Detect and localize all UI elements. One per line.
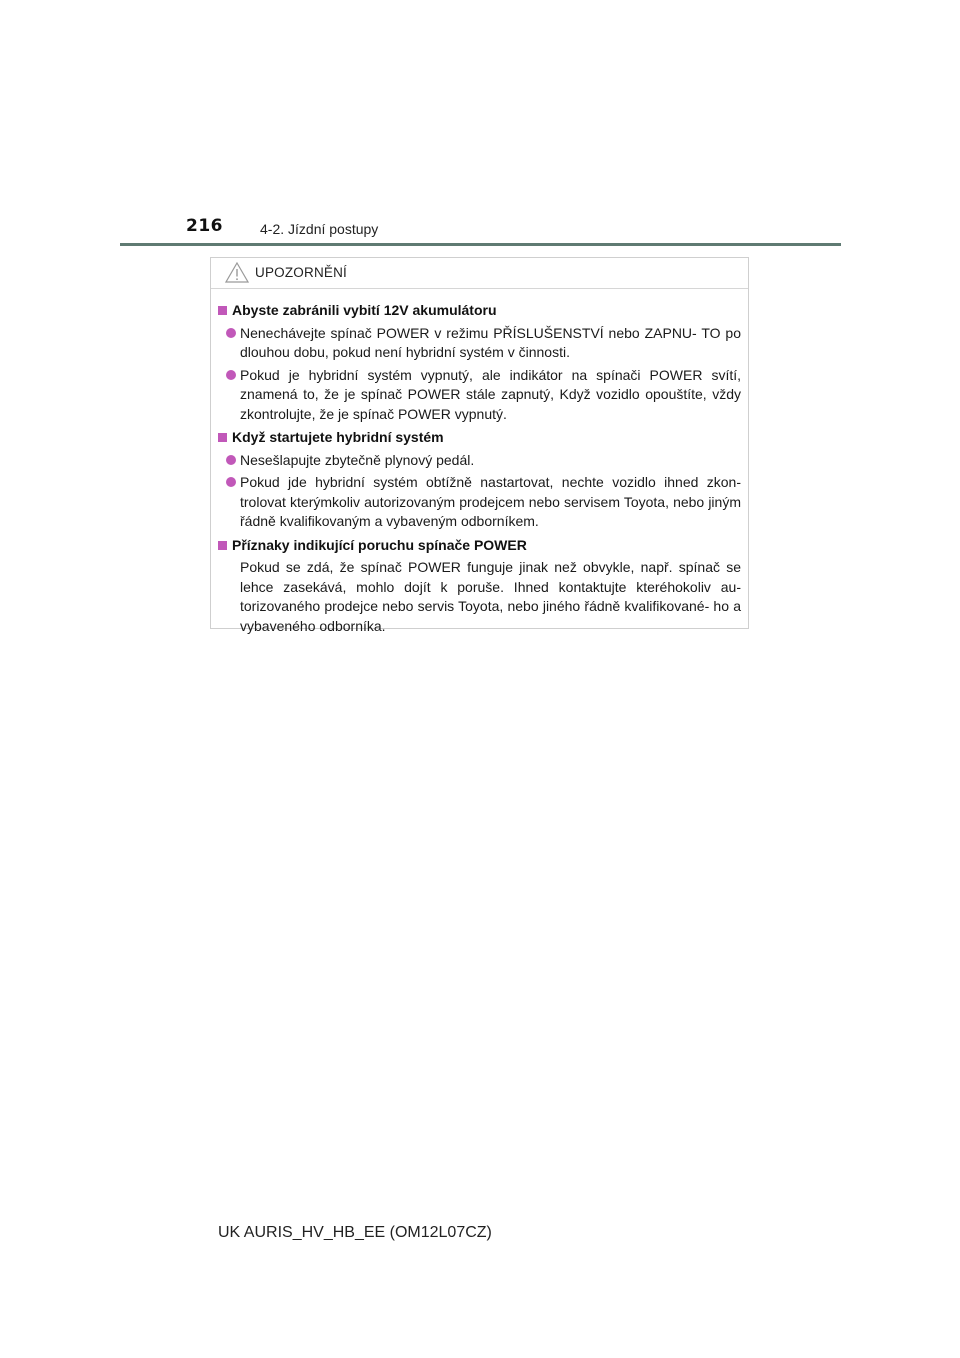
list-item — [226, 473, 741, 532]
warning-section-battery — [218, 301, 741, 424]
warning-label: UPOZORNĚNÍ — [255, 265, 348, 280]
circle-bullet-icon — [226, 477, 236, 487]
page-number: 216 — [186, 216, 223, 236]
square-bullet-icon — [218, 306, 227, 315]
circle-bullet-icon — [226, 328, 236, 338]
section-title: 4-2. Jízdní postupy — [260, 221, 379, 237]
section-heading — [218, 428, 741, 448]
section-heading-text: Příznaky indikující poruchu spínače POWER — [232, 536, 527, 553]
list-item-text: Nesešlapujte zbytečně plynový pedál. — [240, 451, 475, 468]
square-bullet-icon — [218, 433, 227, 442]
square-bullet-icon — [218, 541, 227, 550]
header-rule — [120, 243, 841, 246]
section-heading — [218, 536, 741, 556]
warning-section-starting — [218, 428, 741, 532]
list-item — [226, 366, 741, 425]
section-heading-text: Abyste zabránili vybití 12V akumulátoru — [232, 302, 497, 318]
list-item-text: Pokud jde hybridní systém obtížně nastartovat, nechte vozidlo ihned zkon- trolovat kterýmkoliv autorizovaným prodejcem nebo servisem Toyota, nebo jiným řádně kvalifikovaným a vybaveným odborníkem. — [240, 474, 741, 529]
section-paragraph: Pokud se zdá, že spínač POWER funguje jinak než obvykle, např. spínač se lehce zasekává, mohlo dojít k poruše. Ihned kontaktujte kteréhokoliv au- torizovaného prodejce nebo servis Toyota, nebo jiného řádně kvalifikované- ho a vybaveného odborníka. — [240, 559, 741, 634]
warning-section-malfunction — [218, 536, 741, 637]
warning-box — [210, 257, 749, 634]
list-item — [226, 324, 741, 363]
section-heading-text: Když startujete hybridní systém — [232, 429, 444, 445]
list-item — [226, 451, 741, 471]
circle-bullet-icon — [226, 455, 236, 465]
list-item-text: Nenechávejte spínač POWER v režimu PŘÍSLUŠENSTVÍ nebo ZAPNU- TO po dlouhou dobu, pokud není hybridní systém v činnosti. — [240, 324, 741, 360]
footer-code: UK AURIS_HV_HB_EE (OM12L07CZ) — [218, 1224, 492, 1241]
warning-body — [211, 289, 748, 636]
warning-triangle-icon — [225, 262, 249, 283]
list-item-text: Pokud je hybridní systém vypnutý, ale indikátor na spínači POWER svítí, znamená to, že je spínač POWER stále zapnutý, Když vozidlo opouštíte, vždy zkontrolujte, že je spínač POWER vypnutý. — [240, 366, 741, 422]
circle-bullet-icon — [226, 370, 236, 380]
section-heading — [218, 301, 741, 321]
warning-header — [211, 258, 748, 289]
